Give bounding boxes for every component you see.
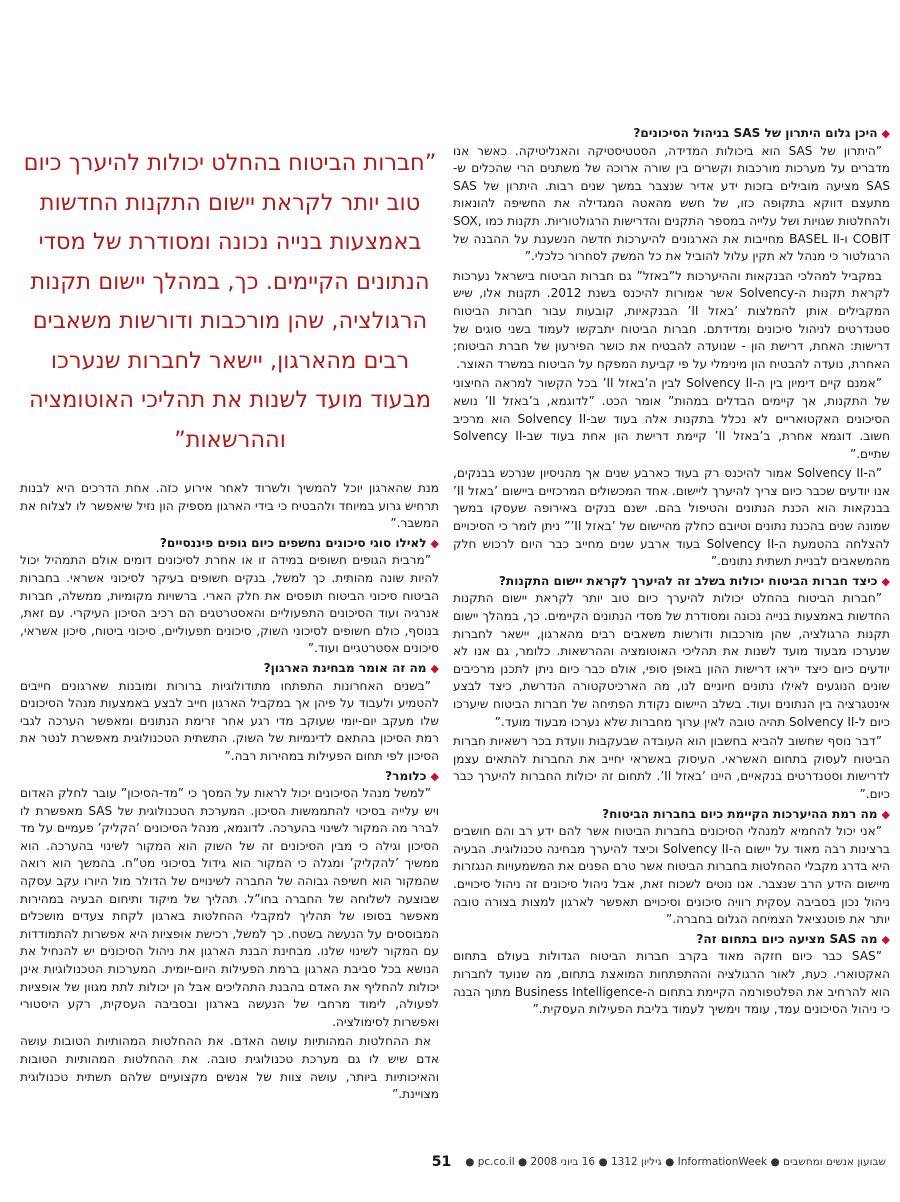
paragraph: ”מרבית הגופים חשופים במידה זו או אחרת לסיכונים דומים אולם התמהיל יכול להיות שונה מהותית. כך למשל, בנקים חשופים בעיקר לסיכוני אשראי. בחברות הביטוח סיכוני הביטוח תופסים את חלק הארי. ברשויות מקומיות, ממשלה, חברות אנרגיה ועוד הסיכונים התפעוליים והאסטרטגים הם רכיב הסיכון העיקרי. עם זאת, בנוסף, כולם חשופים לסיכוני השוק, סיכונים תפעוליים, סיכוני ביטוח, סיכון אשראי, סיכונים אסטרטגיים ועוד.” [20,553,439,656]
paragraph: ”ה-Solvency II אמור להיכנס רק בעוד כארבע שנים אך מהניסיון שנרכש בבנקים, אנו יודעים שכבר כיום צריך להיערך ליישום. אחד המכשולים המרכזיים ביישום ’באזל II’ בבנקאות הוא הכנת הנתונים והטיפול בהם. ישנם בנקים באירופה שעסקו במשך שמונה שנים בהכנת נתונים וטיובם כחלק מהיישום של ’באזל II’” ניתן לומר כי הסיכויים להצלחה בהטמעת ה-Solvency II בעוד ארבע שנים מחייב כבר היום לרכוש חלק מהמשאבים לבניית תשתית נתונים.” [453,466,891,569]
paragraph: במקביל למהלכי הבנקאות וההיערכות ל”באזל” גם חברות הביטוח בישראל נערכות לקראת תקנות ה-Solvency אשר אמורות להיכנס בשנת 2012. תקנות אלו, שיש המקבילים אותן להמלצות ’באזל II’ הבנקאיות, קובעות עבור חברות הביטוח סטנדרטים לניהול סיכונים ומדידתם. חברות הביטוח יתבקשו לעמוד בשני סוגים של דרישות: האחת, דרישת הון - שנועדה להבטיח את כושר הפירעון של חברת הביטוח; האחרת, נועדה להבטיח הון מינימלי על פי קביעת המפקח על הביטוח במשרד האוצר. [453,268,890,371]
paragraph: מנת שהארגון יוכל להמשיך ולשרוד לאחר אירוע כזה. אחת הדרכים היא לבנות תרחיש גרוע במיוחד ולהבטיח כי בידי הארגון מספיק הון נזיל שיאפשר לו לצלוח את המשבר.” [20,481,439,531]
subheading: ◆מה זה אומר מבחינת הארגון? [263,660,439,675]
paragraph: ”SAS כבר כיום חזקה מאוד בקרב חברות הביטוח הגדולות בעולם בתחום האקטוארי. כעת, לאור הרגולציה וההתפתחות המואצת בתחום, מה שנועד לחברות הוא להרחיב את הפלטפורמה הקיימת בתחום ה-Business Intelligence מתוך הבנה כי ניהול הסיכונים עמד, עומד וימשיך לעמוד בליבת הפעילות העסקית.” [453,949,890,1017]
page-number: 51 [431,1154,452,1170]
subheading: ◆מה SAS מציעה כיום בתחום זה? [696,931,890,946]
paragraph: ”למשל מנהל הסיכונים יכול לראות על המסך כי ”מד-הסיכון” עובר לחלק האדום ויש עלייה בסיכוי להתממשות הסיכון. המערכת הטכנולוגית של SAS מאפשרת לו לברר מה המקור לשינוי בהערכה. לדוגמא, מנהל הסיכונים ’הקליק’ פעמיים על מד הסיכון וגילה כי מבין הסיכונים זה של השוק הוא המקור לשינוי בהערכה. הוא ממשיך ’להקליק’ ומגלה כי המקור הוא גידול בסיכוני מט”ח. בהמשך הוא רואה שהמקור הוא חשיפה גבוהה של החברה לשינויים של הדולר מול היורו עקב עסקה שבוצעה לשלוחה של החברה בחו”ל. תהליך של מיקוד ותיחום הבעיה במהירות מאפשר בסופו של תהליך למקבלי ההחלטות בארגון לקחת צעדים מושכלים המבוססים על הנעשה בשטח. כך למשל, רכישת אופציות היא אפשרות להתמודדות עם המקור לשינוי שלנו. מבחינת הבנת הארגון את ניהול הסיכונים יש להנחיל את הנושא בכל סביבת הארגון ברמת הפעילות היום-יומית. המערכות הטכנולוגיות אינן יכולות להחליף את האדם בהבנת התהליכים אבל הן יכולות לתת מגוון של אופציות לפעולה, לימוד מרחבי של הנעשה בארגון ובסביבה העסקית, רקע היסטורי ואפשרות לסימולציה. [20,786,439,1029]
pull-quote: ”חברות הביטוח בהחלט יכולות להיערך כיום טוב יותר לקראת יישום התקנות החדשות באמצעות בנייה נכונה ומסודרת של מסדי הנתונים הקיימים. כך, במהלך יישום תקנות הרגולציה, שהן מורכבות ודורשות משאבים רבים מהארגון, יישאר לחברות שנערכו מבעוד מועד לשנות את תהליכי האוטומציה וההרשאות” [23,150,437,453]
diamond-bullet-icon: ◆ [430,661,439,675]
paragraph: את ההחלטות המהותיות עושה האדם. את ההחלטות המהותיות הטובות עושה אדם שיש לו גם מערכת טכנולוגית טובה. את ההחלטות המהותיות הטובות והאיכותיות ביותר, עושה צוות של אנשים מקצועיים שלהם תשתית טכנולוגית מצויינת.” [20,1034,439,1102]
subheading: ◆לאילו סוגי סיכונים נחשפים כיום גופים פיננסיים? [159,535,439,550]
diamond-bullet-icon: ◆ [881,807,890,821]
subheading: ◆היכן גלום היתרון של SAS בניהול הסיכונים? [633,126,890,140]
left-column [20,480,439,1106]
diamond-bullet-icon: ◆ [430,536,439,550]
footer-publication-line: שבועון אנשים ומחשבים ● InformationWeek ● גיליון 1312 ● 16 ביוני 2008 ● pc.co.il ● [465,1156,886,1168]
paragraph: ”אמנם קיים דימיון בין ה-Solvency II לבין ה’באזל II’ בכל הקשור למראה החיצוני של התקנות, אך קיימים הבדלים במהות” אומר הכט. ”לדוגמא, ב’באזל II’ נושא הסיכונים האקטואריים לא נכלל בתקנות אלה בעוד שב-Solvency II הוא מרכיב חשוב. דוגמא אחרת, ב’באזל II’ קיימת דרישת הון אחת בעוד שב-Solvency II שתיים.” [453,376,891,461]
right-column [453,124,890,1021]
paragraph: ”אני יכול להחמיא למנהלי הסיכונים בחברות הביטוח אשר להם ידע רב והם חושבים ברצינות רבה מאוד על יישום ה-Solvency II וכיצד להיערך מבחינה טכנולוגית. הבעיה היא בדרג מקבלי ההחלטות בחברות הביטוח אשר טרם הפנים את המשמעויות הנגזרות מיישום הידע הרב שנצבר. אנו נוטים לשכוח זאת, אבל ניהול סיכונים זה ניהול סיכויים. ניהול נכון בסביבה עסקית רוויה סיכונים וסיכויים תאפשר לארגון למצות בצורה טובה יותר את פוטנציאל הצמיחה הגלום בחברה.” [453,824,890,927]
subheading: ◆כלומר? [385,768,439,783]
paragraph: ”היתרון של SAS הוא ביכולות המדידה, הסטטיסטיקה והאנליטיקה. כאשר אנו מדברים על מערכות מורכבות וקשרים בין שורה ארוכה של משתנים הרי שהכלים ש-SAS מציעה מובילים בזכות ידע אדיר שנצבר במשך שנים רבות. היתרון של SAS מתעצם דווקא בתקופה כזו, של חשש מהאטה המגדילה את החשיפה להונאות ולהחלטות שגויות ושל עלייה במספר התקנים והדרישות הרגולטוריות. תקנות כמו SOX, COBIT ו-BASEL II מחייבות את הארגונים להיערכות חדשה הנשענת על ההבנה של הרגולטור כי מנהל לא תקין עלול להוביל את כל המשק לסחרור כלכלי.” [453,143,890,264]
diamond-bullet-icon: ◆ [430,769,439,783]
diamond-bullet-icon: ◆ [881,932,890,946]
diamond-bullet-icon: ◆ [881,574,890,588]
paragraph: ”דבר נוסף שחשוב להביא בחשבון הוא העובדה שבעקבות וועדת בכר רשאיות חברות הביטוח לעסוק בתחום האשראי. העיסוק באשראי יחייב את החברות להתאים עצמן לדרישות וסטנדרטים בנקאיים, היינו ’באזל II’. לתחום זה יכולות החברות להיערך כבר כיום.” [453,734,890,801]
subheading: ◆כיצד חברות הביטוח יכולות בשלב זה להיערך לקראת יישום התקנות? [498,573,890,588]
paragraph: ”בשנים האחרונות התפתחו מתודולוגיות ברורות ומובנות שארגונים חייבים להטמיע ולעבוד על פיהן אך במקביל הארגון חייב לבצע באמצעות מנהל הסיכונים שלו מעקב יום-יומי שעוקב מדי רגע אחר זרימת הנתונים ומאפשר הערכה לגבי רמת הסיכון בהתאם לדינמיות של השוק. התשתית הטכנולוגית מאפשרת לנטר את הסיכון לפי תחום הפעילות במהירות רבה.” [20,678,439,763]
diamond-bullet-icon: ◆ [881,127,890,140]
paragraph: ”חברות הביטוח בהחלט יכולות להיערך כיום טוב יותר לקראת יישום התקנות החדשות באמצעות בנייה נכונה ומסודרת של מסדי הנתונים הקיימים. כך, במהלך יישום תקנות הרגולציה, שהן מורכבות ודורשות משאבים רבים מהארגון, יישאר לחברות שנערכו מבעוד מועד לשנות את תהליכי האוטומציה וההרשאות. כלומר, גם אנו לא יודעים כיום כיצד ייראו דרישות ההון באופן סופי, אולם כבר כיום ניתן לתכנן מרכיבים שונים הנוגעים לאילו נתונים חיוניים לנו, מה הארכיטקטורה הנדרשת, כיצד לבצע אינטגרציה בין הנתונים ועוד. בשלב היישום נקודת הפתיחה של חברות הביטוח שיערכו כיום ל-Solvency II תהיה טובה לאין ערוך מחברות שלא נערכו מבעוד מועד.” [453,591,890,729]
subheading: ◆מה רמת ההיערכות הקיימת כיום בחברות הביטוח? [602,806,890,821]
page-footer [38,1152,886,1172]
